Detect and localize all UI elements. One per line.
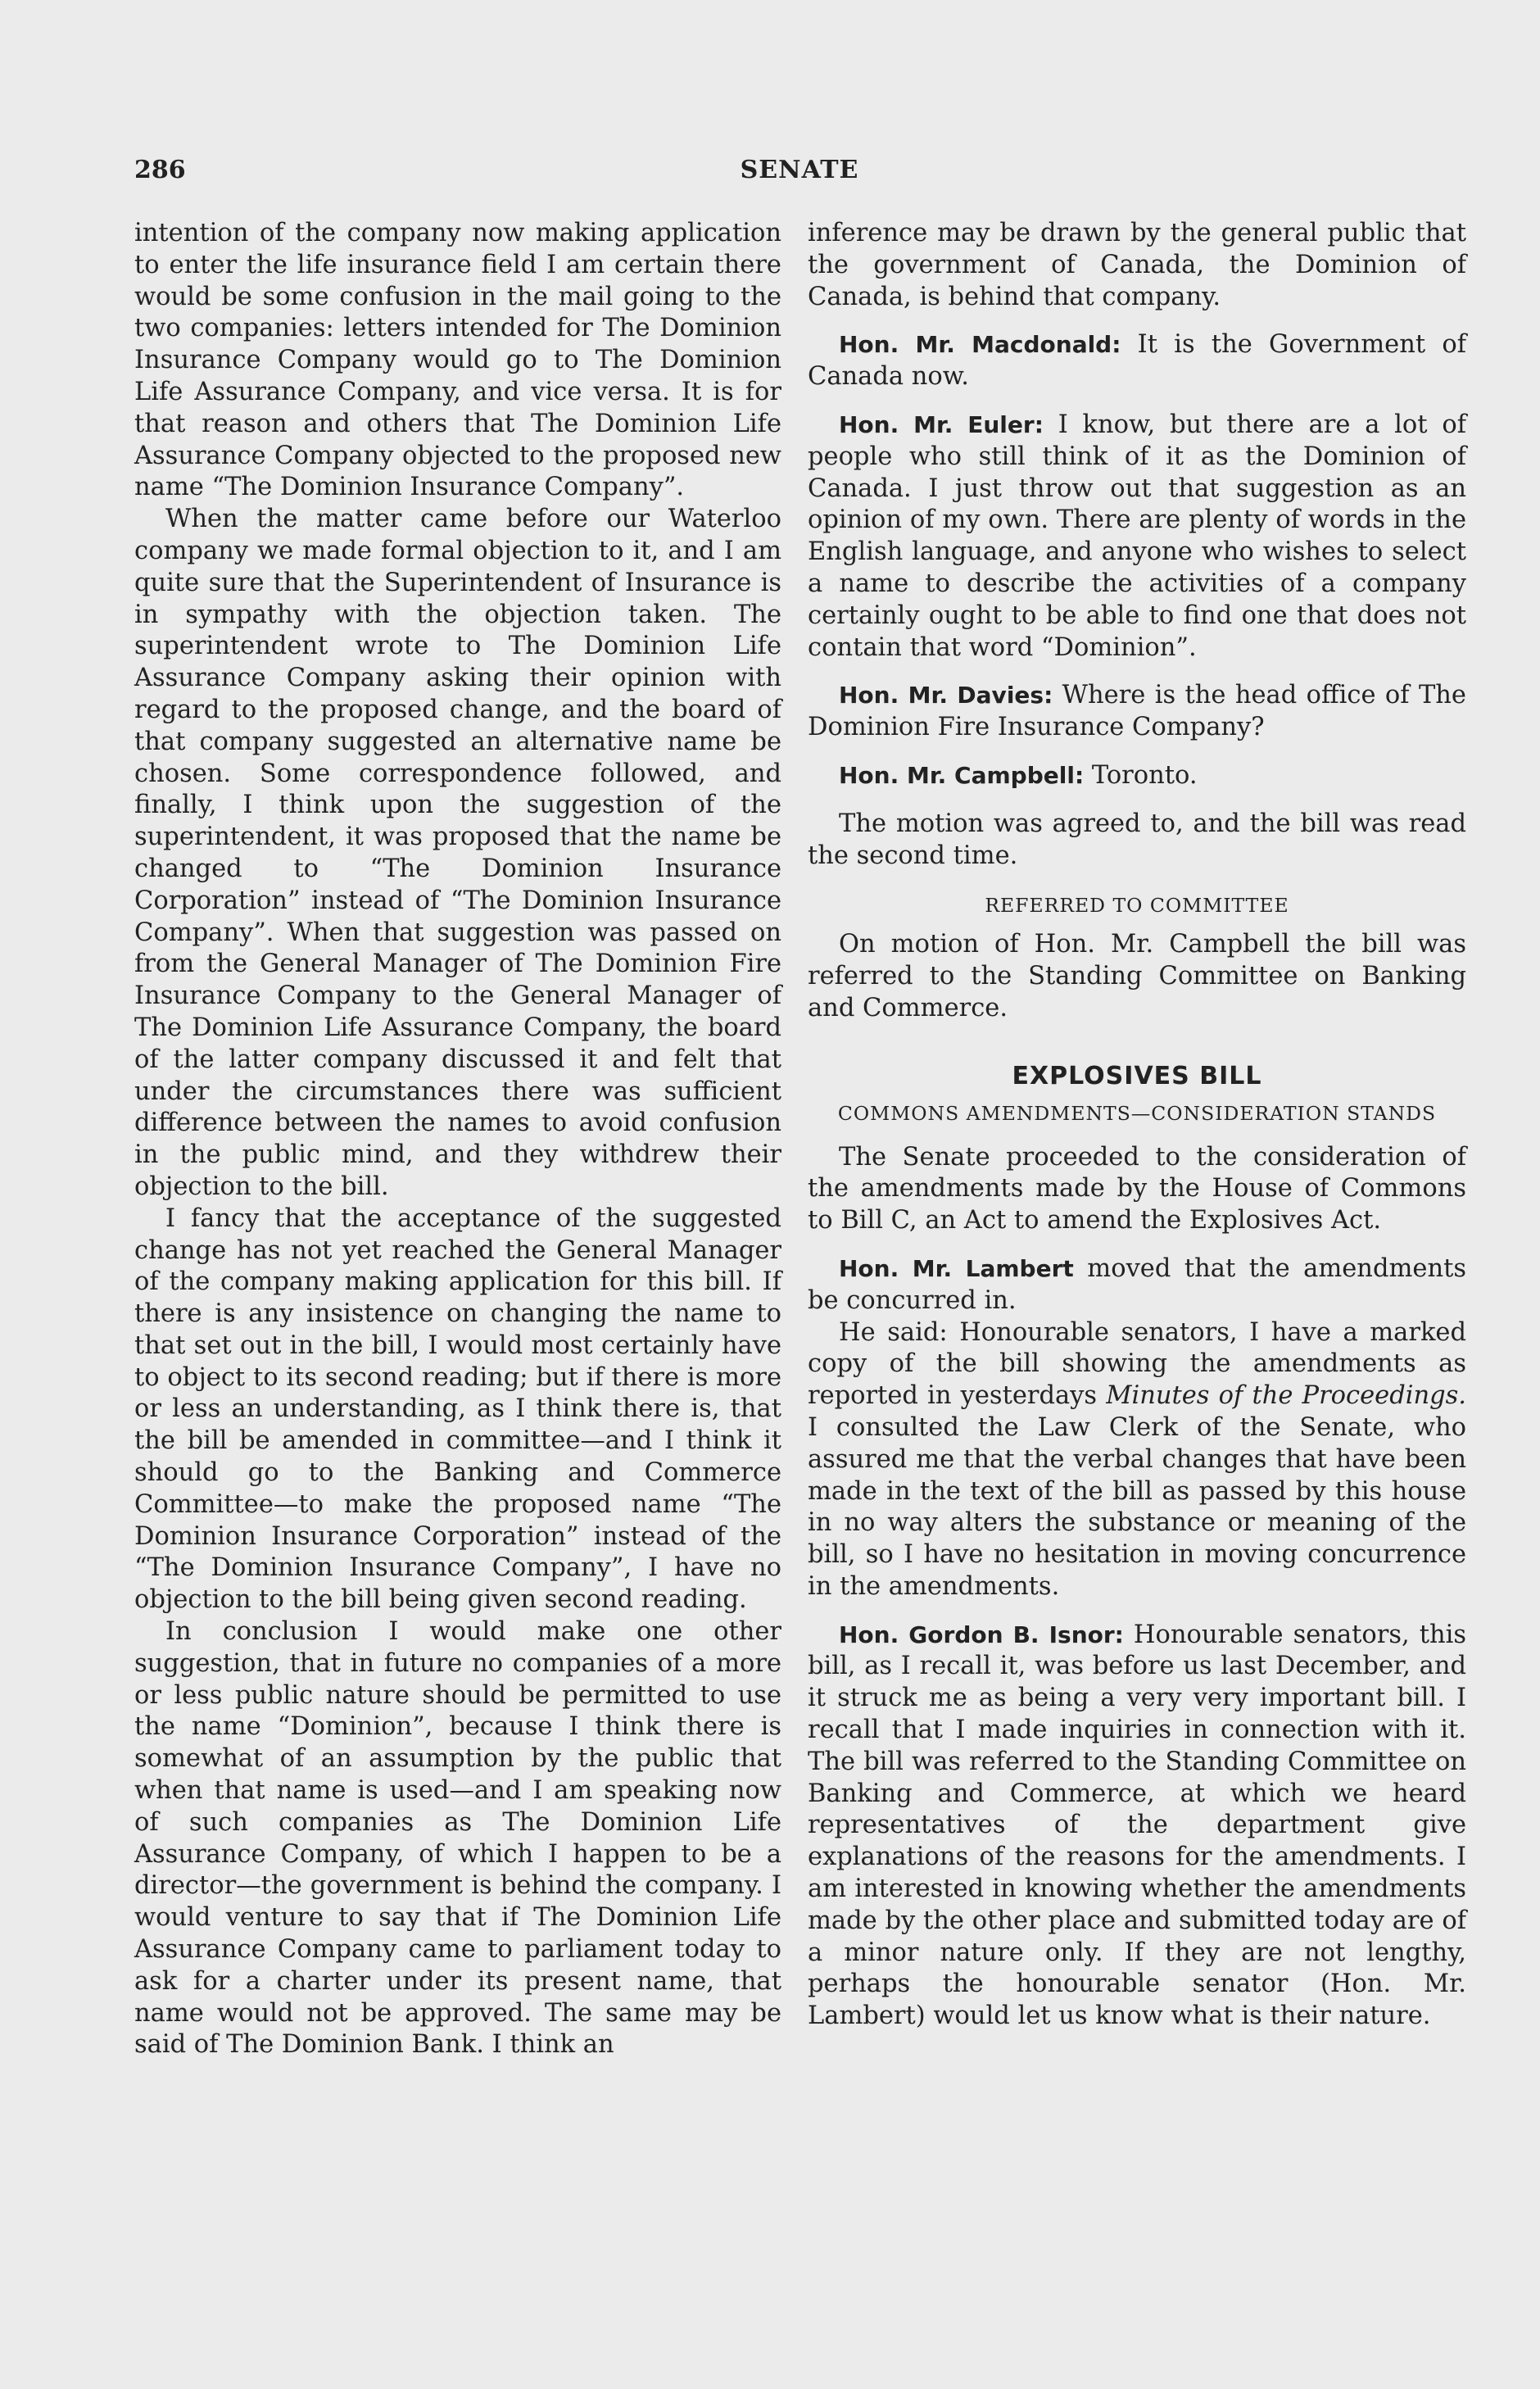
speech-text: I consulted the Law Clerk of the Senate, who assured me that the verbal changes that have been made in the text of the bill as passed by this house in no way alters the substance or meaning of the bill, so I have no hesitation in moving concurrence in the amendments. (808, 1412, 1466, 1601)
speaker-name: Hon. Mr. Davies: (839, 682, 1053, 709)
speech-isnor (808, 1620, 1466, 2033)
paragraph: On motion of Hon. Mr. Campbell the bill was referred to the Standing Committee on Banking and Commerce. (808, 930, 1466, 1022)
speech-lambert (808, 1253, 1466, 1317)
speech-text: Where is the head office of The Dominion Fire Insurance Company? (808, 681, 1466, 742)
speaker-name: Hon. Mr. Euler: (839, 410, 1044, 438)
speech-text: Toronto. (1091, 760, 1198, 790)
bill-title: EXPLOSIVES BILL (1012, 1061, 1262, 1090)
speech-lambert-continued (808, 1317, 1466, 1603)
bill-subheading: COMMONS AMENDMENTS—CONSIDERATION STANDS (837, 1101, 1437, 1125)
speaker-name: Hon. Mr. Campbell: (839, 761, 1085, 789)
paragraph: intention of the company now making application to enter the life insurance field I am certain there would be some confusion in the mail going to the two companies: letters intended for The Dominion Insurance Company would go to The Dominion Life Assurance Company, and vice versa. It is for that reason and others that The Dominion Life Assurance Company objected to the proposed new name “The Dominion Insurance Company”. (134, 219, 781, 502)
paragraph: The Senate proceeded to the consideration of the amendments made by the House of Commons to Bill C, an Act to amend the Explosives Act. (808, 1142, 1466, 1235)
speaker-name: Hon. Mr. Lambert (839, 1254, 1074, 1282)
page-number: 286 (134, 156, 186, 184)
speech-campbell (808, 760, 1466, 792)
paragraph: I fancy that the acceptance of the suggested change has not yet reached the General Manager of the company making application for this bill. If there is any insistence on changing the name to that set out in the bill, I would most certainly have to object to its second reading; but if there is more or less an understanding, as I think there is, that the bill be amended in committee—and I think it should go to the Banking and Commerce Committee—to make the proposed name “The Dominion Insurance Corporation” instead of the “The Dominion Insurance Company”, I have no objection to the bill being given second reading. (134, 1204, 781, 1615)
paragraph: When the matter came before our Waterloo company we made formal objection to it, and I am quite sure that the Superintendent of Insurance is in sympathy with the objection taken. The superintendent wrote to The Dominion Life Assurance Company asking their opinion with regard to the proposed change, and the board of that company suggested an alternative name be chosen. Some correspondence followed, and finally, I think upon the suggestion of the superintendent, it was proposed that the name be changed to “The Dominion Insurance Corporation” instead of “The Dominion Insurance Company”. When that suggestion was passed on from the General Manager of The Dominion Fire Insurance Company to the General Manager of The Dominion Life Assurance Company, the board of the latter company discussed it and felt that under the circumstances there was sufficient difference between the names to avoid confusion in the public mind, and they withdrew their objection to the bill. (134, 505, 781, 1201)
speech-text: It is the Government of Canada now. (808, 330, 1466, 392)
right-column (808, 218, 1466, 2033)
page-header (134, 156, 1465, 192)
speech-text: He said: Honourable senators, I have a marked copy of the bill showing the amendments as reported in yesterdays (808, 1317, 1466, 1411)
speech-text: moved that the amendments be concurred in. (808, 1253, 1466, 1315)
running-head: SENATE (740, 156, 859, 184)
speech-text: I know, but there are a lot of people who still think of it as the Dominion of Canada. I just throw out that suggestion as an opinion of my own. There are plenty of words in the English language, and anyone who wishes to select a name to describe the activities of a company certainly ought to be able to find one that does not contain that word “Dominion”. (808, 410, 1466, 662)
section-heading-referred: REFERRED TO COMMITTEE (985, 894, 1289, 918)
italic-title: Minutes of the Proceedings. (1106, 1381, 1466, 1411)
speech-euler (808, 410, 1466, 664)
speech-macdonald (808, 329, 1466, 393)
speaker-name: Hon. Gordon B. Isnor: (839, 1621, 1124, 1648)
speech-text: Honourable senators, this bill, as I recall it, was before us last December, and it struck me as being a very very important bill. I recall that I made inquiries in connection with it. The bill was referred to the Standing Committee on Banking and Commerce, at which we heard representatives of the department give explanations of the reasons for the amendments. I am interested in knowing whether the amendments made by the other place and submitted today are of a minor nature only. If they are not lengthy, perhaps the honourable senator (Hon. Mr. Lambert) would let us know what is their nature. (808, 1620, 1466, 2031)
speaker-name: Hon. Mr. Macdonald: (839, 331, 1121, 359)
paragraph: In conclusion I would make one other suggestion, that in future no companies of a more or less public nature should be permitted to use the name “Dominion”, because I think there is somewhat of an assumption by the public that when that name is used—and I am speaking now of such companies as The Dominion Life Assurance Company, of which I happen to be a director—the government is behind the company. I would venture to say that if The Dominion Life Assurance Company came to parliament today to ask for a charter under its present name, that name would not be approved. The same may be said of The Dominion Bank. I think an (134, 1617, 781, 2060)
left-column (134, 218, 781, 2061)
speech-davies (808, 680, 1466, 744)
motion-text: The motion was agreed to, and the bill was read the second time. (808, 809, 1466, 870)
paragraph: inference may be drawn by the general public that the government of Canada, the Dominion of Canada, is behind that company. (808, 219, 1466, 311)
